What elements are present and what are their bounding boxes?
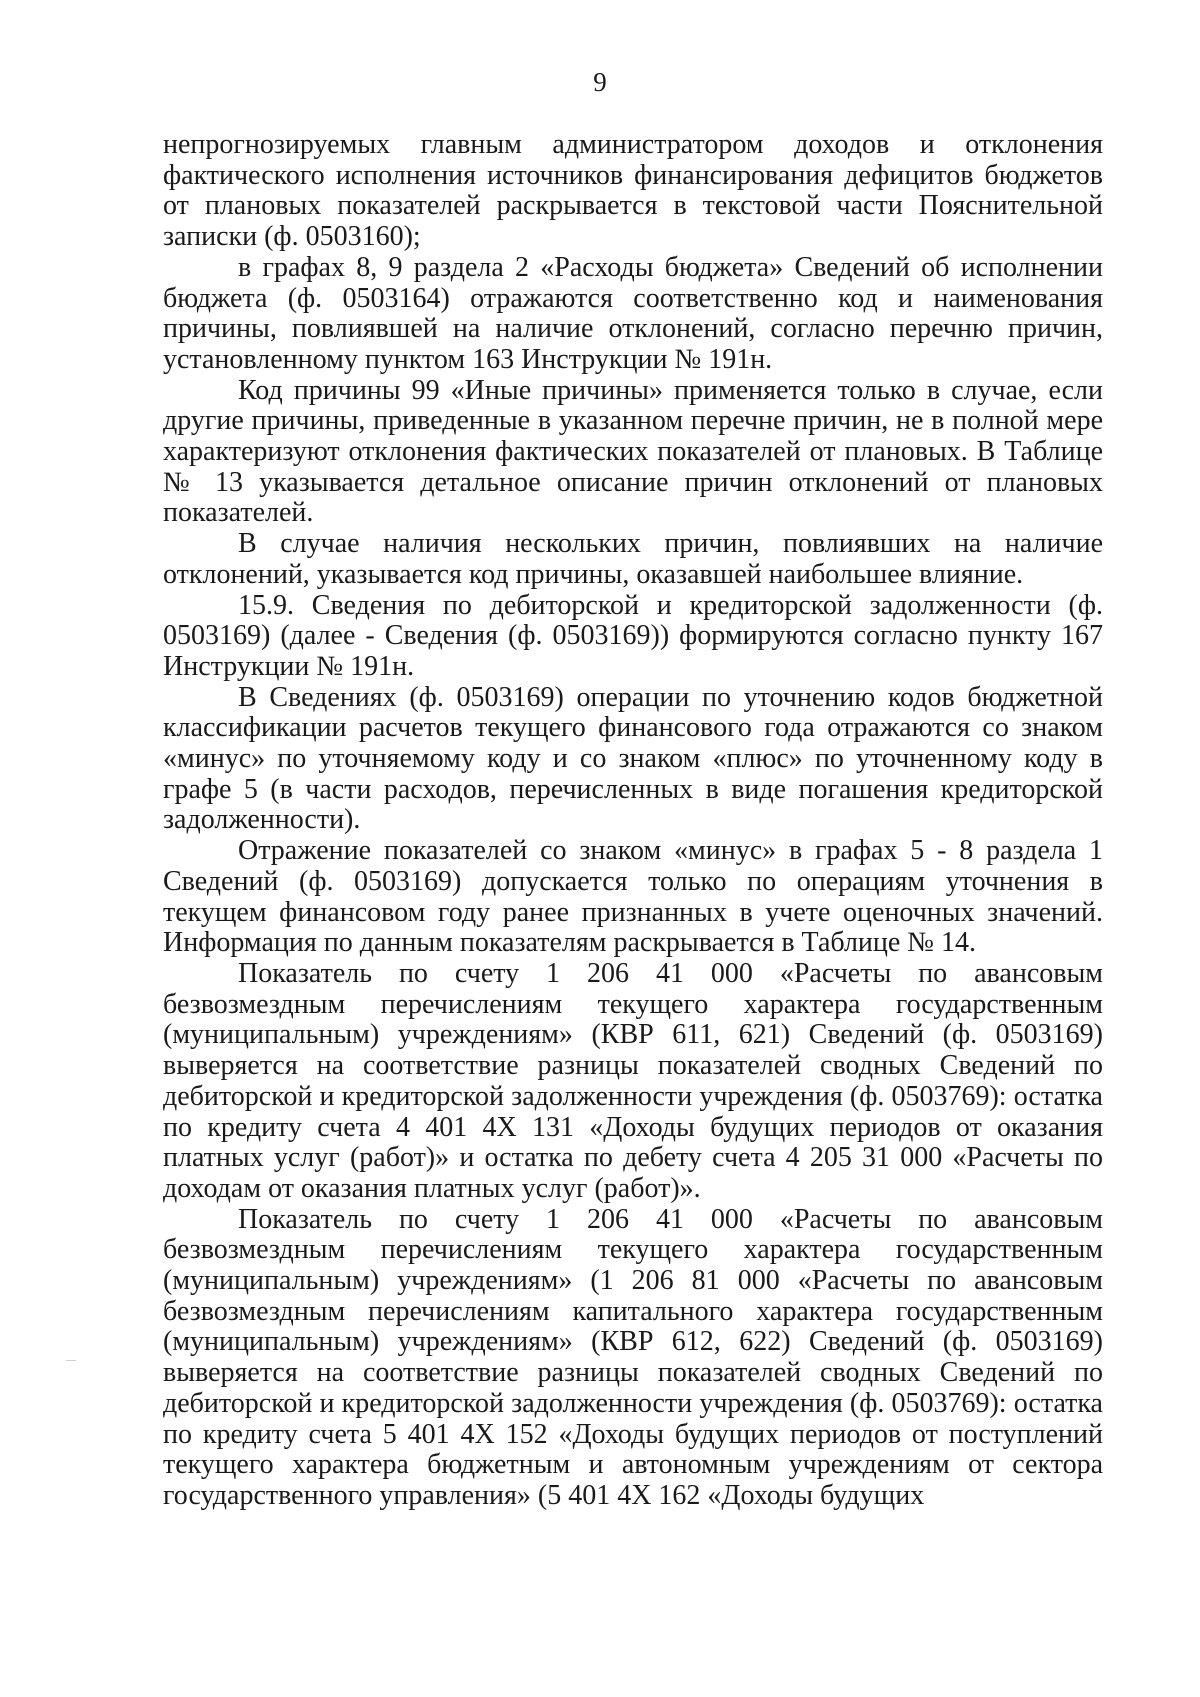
paragraph-multiple-reasons: В случае наличия нескольких причин, повлиявших на наличие отклонений, указывается код причины, оказавшей наибольшее влияние.: [163, 528, 1103, 590]
paragraph-reason-code-99: Код причины 99 «Иные причины» применяется только в случае, если другие причины, приведенные в указанном перечне причин, не в полной мере характеризуют отклонения фактических показателей от плановых. В Таблице № 13 указывается детальное описание причин отклонений от плановых показателей.: [163, 374, 1103, 529]
paragraph-continuation: непрогнозируемых главным администратором доходов и отклонения фактического исполнения источников финансирования дефицитов бюджетов от плановых показателей раскрывается в текстовой части Пояснительной записки (ф. 0503160);: [163, 129, 1103, 253]
margin-scan-mark: [66, 1360, 76, 1361]
document-body: [163, 130, 1103, 1512]
paragraph-indicator-611-621: Показатель по счету 1 206 41 000 «Расчеты по авансовым безвозмездным перечислениям текущего характера государственным (муниципальным) учреждениям» (КВР 611, 621) Сведений (ф. 0503169) выверяется на соответствие разницы показателей сводных Сведений по дебиторской и кредиторской задолженности учреждения (ф. 0503769): остатка по кредиту счета 4 401 4Х 131 «Доходы будущих периодов от оказания платных услуг (работ)» и остатка по дебету счета 4 205 31 000 «Расчеты по доходам от оказания платных услуг (работ)».: [163, 957, 1103, 1204]
page-number: 9: [593, 67, 607, 97]
paragraph-indicator-612-622: Показатель по счету 1 206 41 000 «Расчеты по авансовым безвозмездным перечислениям текущего характера государственным (муниципальным) учреждениям» (1 206 81 000 «Расчеты по авансовым безвозмездным перечислениям капитального характера государственным (муниципальным) учреждениям» (КВР 612, 622) Сведений (ф. 0503169) выверяется на соответствие разницы показателей сводных Сведений по дебиторской и кредиторской задолженности учреждения (ф. 0503769): остатка по кредиту счета 5 401 4Х 152 «Доходы будущих периодов от поступлений текущего характера бюджетным и автономным учреждениям от сектора государственного управления» (5 401 4Х 162 «Доходы будущих: [163, 1203, 1103, 1511]
paragraph-clarification-operations: В Сведениях (ф. 0503169) операции по уточнению кодов бюджетной классификации расчетов текущего финансового года отражаются со знаком «минус» по уточняемому коду и со знаком «плюс» по уточненному коду в графе 5 (в части расходов, перечисленных в виде погашения кредиторской задолженности).: [163, 681, 1103, 836]
paragraph-columns-8-9: в графах 8, 9 раздела 2 «Расходы бюджета» Сведений об исполнении бюджета (ф. 0503164) отражаются соответственно код и наименования причины, повлиявшей на наличие отклонений, согласно перечню причин, установленному пунктом 163 Инструкции № 191н.: [163, 251, 1103, 375]
paragraph-section-15-9: 15.9. Сведения по дебиторской и кредиторской задолженности (ф. 0503169) (далее - Сведения (ф. 0503169)) формируются согласно пункту 167 Инструкции № 191н.: [163, 589, 1103, 682]
paragraph-minus-sign: Отражение показателей со знаком «минус» в графах 5 - 8 раздела 1 Сведений (ф. 0503169) допускается только по операциям уточнения в текущем финансовом году ранее признанных в учете оценочных значений. Информация по данным показателям раскрывается в Таблице № 14.: [163, 835, 1103, 959]
